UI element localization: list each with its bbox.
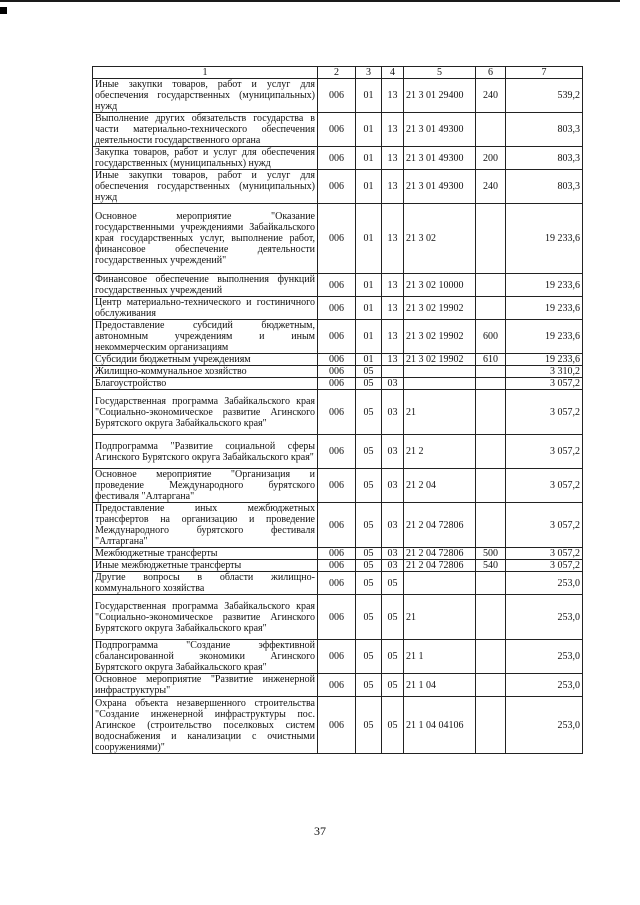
row-amount: 3 310,2 (506, 366, 583, 378)
row-admin-code: 006 (318, 503, 356, 548)
row-name: Выполнение других обязательств государства в части материально-технического обеспечения деятельности государственного органа (93, 113, 318, 147)
table-row (93, 378, 583, 390)
row-target-code: 21 (404, 390, 476, 435)
header-col-1: 1 (93, 67, 318, 79)
row-expense-type (476, 469, 506, 503)
row-admin-code: 006 (318, 79, 356, 113)
row-subsection: 05 (382, 697, 404, 754)
row-name: Предоставление иных межбюджетных трансфертов на организацию и проведение Международного бурятского фестиваля "Алтаргана" (93, 503, 318, 548)
row-amount: 803,3 (506, 147, 583, 170)
row-admin-code: 006 (318, 697, 356, 754)
row-admin-code: 006 (318, 595, 356, 640)
row-name: Центр материально-технического и гостиничного обслуживания (93, 297, 318, 320)
table-row (93, 572, 583, 595)
budget-table (92, 66, 583, 754)
row-section: 05 (356, 390, 382, 435)
row-admin-code: 006 (318, 274, 356, 297)
row-expense-type (476, 674, 506, 697)
header-col-4: 4 (382, 67, 404, 79)
row-amount: 253,0 (506, 572, 583, 595)
row-section: 01 (356, 170, 382, 204)
row-admin-code: 006 (318, 572, 356, 595)
table-row (93, 170, 583, 204)
row-amount: 253,0 (506, 674, 583, 697)
row-amount: 253,0 (506, 595, 583, 640)
row-expense-type: 500 (476, 548, 506, 560)
table-row (93, 147, 583, 170)
row-expense-type: 600 (476, 320, 506, 354)
row-section: 05 (356, 560, 382, 572)
row-target-code: 21 3 02 19902 (404, 320, 476, 354)
row-name: Другие вопросы в области жилищно-коммунального хозяйства (93, 572, 318, 595)
row-section: 01 (356, 204, 382, 274)
table-row (93, 469, 583, 503)
table-row (93, 366, 583, 378)
row-amount: 3 057,2 (506, 503, 583, 548)
row-subsection: 05 (382, 572, 404, 595)
row-expense-type (476, 435, 506, 469)
row-expense-type (476, 378, 506, 390)
row-subsection: 03 (382, 503, 404, 548)
row-target-code: 21 2 (404, 435, 476, 469)
row-amount: 3 057,2 (506, 435, 583, 469)
row-expense-type (476, 204, 506, 274)
row-name: Государственная программа Забайкальского края "Социально-экономическое развитие Агинского Бурятского округа Забайкальского края" (93, 390, 318, 435)
row-admin-code: 006 (318, 560, 356, 572)
row-admin-code: 006 (318, 320, 356, 354)
row-subsection: 13 (382, 204, 404, 274)
row-admin-code: 006 (318, 147, 356, 170)
row-target-code: 21 2 04 72806 (404, 503, 476, 548)
row-expense-type (476, 366, 506, 378)
table-row (93, 697, 583, 754)
row-admin-code: 006 (318, 674, 356, 697)
table-row (93, 297, 583, 320)
row-section: 01 (356, 297, 382, 320)
row-admin-code: 006 (318, 113, 356, 147)
row-subsection: 13 (382, 297, 404, 320)
row-section: 01 (356, 274, 382, 297)
row-section: 05 (356, 378, 382, 390)
row-section: 05 (356, 503, 382, 548)
row-subsection: 03 (382, 390, 404, 435)
table-row (93, 674, 583, 697)
row-amount: 803,3 (506, 170, 583, 204)
page-number: 37 (314, 824, 326, 838)
table-row (93, 640, 583, 674)
row-name: Охрана объекта незавершенного строительства "Создание инженерной инфраструктуры пос. Агинское (строительство поселковых систем водоснабжения и канализации с очистными сооружениями)" (93, 697, 318, 754)
top-rule (0, 0, 620, 2)
row-subsection: 05 (382, 674, 404, 697)
row-amount: 803,3 (506, 113, 583, 147)
row-amount: 19 233,6 (506, 274, 583, 297)
table-row (93, 113, 583, 147)
row-target-code: 21 2 04 72806 (404, 560, 476, 572)
row-name: Жилищно-коммунальное хозяйство (93, 366, 318, 378)
row-target-code (404, 366, 476, 378)
row-subsection: 03 (382, 378, 404, 390)
row-admin-code: 006 (318, 297, 356, 320)
row-amount: 539,2 (506, 79, 583, 113)
row-section: 05 (356, 674, 382, 697)
row-amount: 3 057,2 (506, 469, 583, 503)
row-subsection: 05 (382, 640, 404, 674)
row-expense-type: 200 (476, 147, 506, 170)
row-name: Благоустройство (93, 378, 318, 390)
row-name: Межбюджетные трансферты (93, 548, 318, 560)
row-target-code: 21 2 04 72806 (404, 548, 476, 560)
row-name: Субсидии бюджетным учреждениям (93, 354, 318, 366)
edge-mark (0, 7, 7, 14)
row-amount: 253,0 (506, 697, 583, 754)
row-target-code: 21 3 02 19902 (404, 297, 476, 320)
table-row (93, 548, 583, 560)
row-expense-type (476, 595, 506, 640)
row-subsection: 13 (382, 147, 404, 170)
row-admin-code: 006 (318, 469, 356, 503)
table-row (93, 390, 583, 435)
row-amount: 19 233,6 (506, 204, 583, 274)
row-target-code: 21 1 (404, 640, 476, 674)
row-admin-code: 006 (318, 435, 356, 469)
row-name: Иные закупки товаров, работ и услуг для обеспечения государственных (муниципальных) нужд (93, 79, 318, 113)
row-section: 01 (356, 354, 382, 366)
row-target-code: 21 (404, 595, 476, 640)
row-expense-type (476, 390, 506, 435)
row-target-code: 21 3 02 10000 (404, 274, 476, 297)
row-subsection: 13 (382, 320, 404, 354)
header-col-6: 6 (476, 67, 506, 79)
row-target-code (404, 572, 476, 595)
row-expense-type: 240 (476, 79, 506, 113)
row-admin-code: 006 (318, 204, 356, 274)
row-section: 01 (356, 79, 382, 113)
row-amount: 19 233,6 (506, 297, 583, 320)
row-expense-type (476, 274, 506, 297)
row-expense-type (476, 113, 506, 147)
row-subsection: 13 (382, 113, 404, 147)
row-subsection: 03 (382, 469, 404, 503)
row-name: Основное мероприятие "Развитие инженерной инфраструктуры" (93, 674, 318, 697)
header-col-5: 5 (404, 67, 476, 79)
row-name: Государственная программа Забайкальского края "Социально-экономическое развитие Агинского Бурятского округа Забайкальского края" (93, 595, 318, 640)
row-expense-type: 540 (476, 560, 506, 572)
row-admin-code: 006 (318, 170, 356, 204)
row-target-code: 21 3 01 29400 (404, 79, 476, 113)
row-subsection: 03 (382, 548, 404, 560)
row-section: 05 (356, 435, 382, 469)
row-subsection: 05 (382, 595, 404, 640)
table-row (93, 204, 583, 274)
row-section: 05 (356, 366, 382, 378)
row-target-code (404, 378, 476, 390)
row-name: Предоставление субсидий бюджетным, автономным учреждениям и иным некоммерческим организациям (93, 320, 318, 354)
table-row (93, 79, 583, 113)
row-name: Основное мероприятие "Оказание государственными учреждениями Забайкальского края государственных услуг, выполнение работ, финансовое обеспечение деятельности государственных учреждений" (93, 204, 318, 274)
row-expense-type (476, 503, 506, 548)
header-col-3: 3 (356, 67, 382, 79)
row-admin-code: 006 (318, 640, 356, 674)
row-name: Подпрограмма "Развитие социальной сферы Агинского Бурятского округа Забайкальского края" (93, 435, 318, 469)
row-expense-type: 240 (476, 170, 506, 204)
row-expense-type (476, 297, 506, 320)
table-header-row (93, 67, 583, 79)
row-target-code: 21 1 04 (404, 674, 476, 697)
row-name: Основное мероприятие "Организация и проведение Международного бурятского фестиваля "Алтаргана" (93, 469, 318, 503)
row-expense-type (476, 572, 506, 595)
row-subsection: 13 (382, 354, 404, 366)
row-amount: 19 233,6 (506, 320, 583, 354)
row-name: Финансовое обеспечение выполнения функций государственных учреждений (93, 274, 318, 297)
row-name: Иные межбюджетные трансферты (93, 560, 318, 572)
row-target-code: 21 2 04 (404, 469, 476, 503)
row-amount: 3 057,2 (506, 390, 583, 435)
row-amount: 3 057,2 (506, 548, 583, 560)
row-name: Закупка товаров, работ и услуг для обеспечения государственных (муниципальных) нужд (93, 147, 318, 170)
table-row (93, 503, 583, 548)
row-admin-code: 006 (318, 354, 356, 366)
row-amount: 3 057,2 (506, 560, 583, 572)
row-section: 01 (356, 320, 382, 354)
row-subsection: 13 (382, 274, 404, 297)
table-row (93, 560, 583, 572)
row-amount: 253,0 (506, 640, 583, 674)
row-section: 05 (356, 469, 382, 503)
row-expense-type: 610 (476, 354, 506, 366)
row-name: Подпрограмма "Создание эффективной сбалансированной экономики Агинского Бурятского округа Забайкальского края" (93, 640, 318, 674)
row-subsection: 13 (382, 170, 404, 204)
table-row (93, 354, 583, 366)
row-target-code: 21 3 01 49300 (404, 170, 476, 204)
row-subsection: 03 (382, 560, 404, 572)
table-row (93, 320, 583, 354)
row-admin-code: 006 (318, 378, 356, 390)
row-subsection: 03 (382, 435, 404, 469)
row-expense-type (476, 697, 506, 754)
row-name: Иные закупки товаров, работ и услуг для обеспечения государственных (муниципальных) нужд (93, 170, 318, 204)
row-target-code: 21 3 01 49300 (404, 147, 476, 170)
table-row (93, 274, 583, 297)
row-amount: 3 057,2 (506, 378, 583, 390)
row-target-code: 21 3 01 49300 (404, 113, 476, 147)
row-target-code: 21 1 04 04106 (404, 697, 476, 754)
row-admin-code: 006 (318, 390, 356, 435)
header-col-2: 2 (318, 67, 356, 79)
row-target-code: 21 3 02 (404, 204, 476, 274)
row-subsection (382, 366, 404, 378)
row-admin-code: 006 (318, 366, 356, 378)
table-row (93, 435, 583, 469)
row-amount: 19 233,6 (506, 354, 583, 366)
row-section: 05 (356, 697, 382, 754)
row-section: 05 (356, 548, 382, 560)
row-target-code: 21 3 02 19902 (404, 354, 476, 366)
row-section: 05 (356, 595, 382, 640)
row-section: 01 (356, 113, 382, 147)
row-section: 05 (356, 572, 382, 595)
row-section: 01 (356, 147, 382, 170)
header-col-7: 7 (506, 67, 583, 79)
row-subsection: 13 (382, 79, 404, 113)
row-expense-type (476, 640, 506, 674)
row-admin-code: 006 (318, 548, 356, 560)
table-row (93, 595, 583, 640)
row-section: 05 (356, 640, 382, 674)
